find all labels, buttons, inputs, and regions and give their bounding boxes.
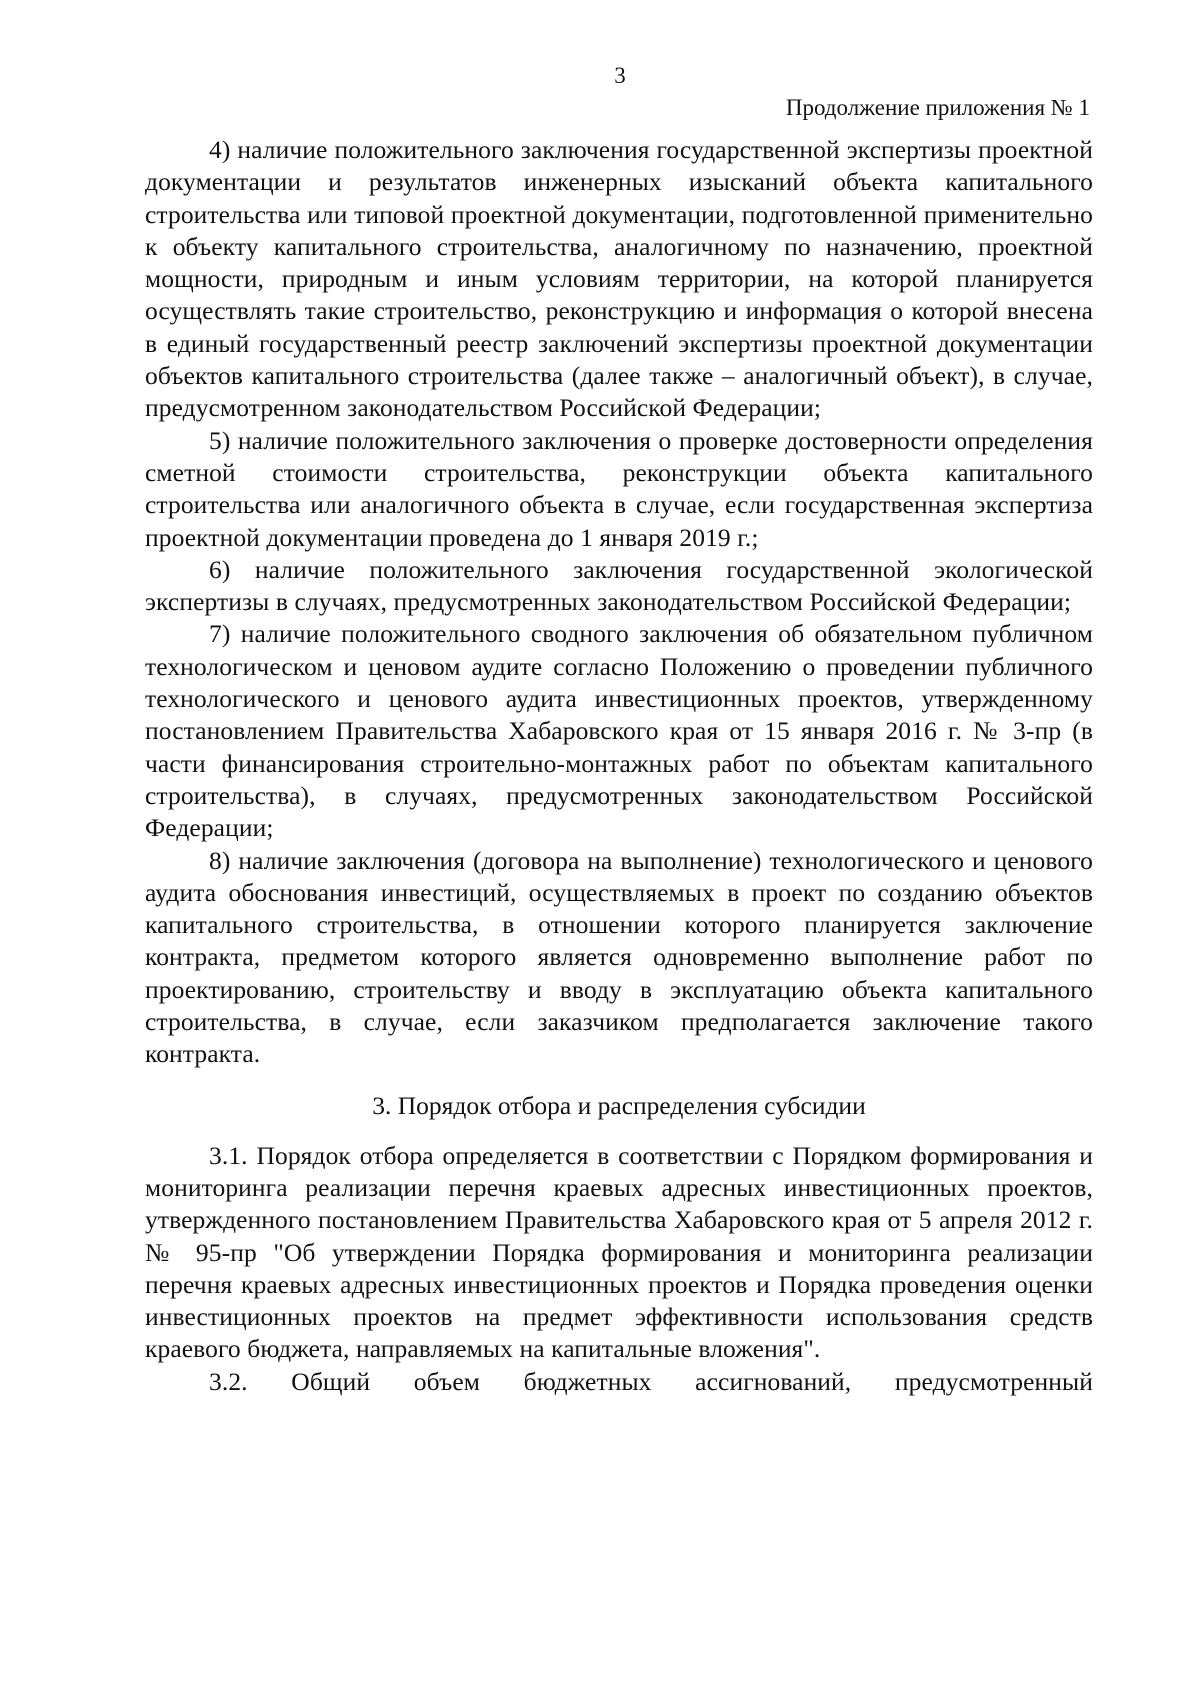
page-number: 3 — [614, 63, 626, 88]
paragraph-item-7: 7) наличие положительного сводного заключения об обязательном публичном технологическом и ценовом аудите согласно Положению о проведении публичного технологического и ценового аудита инвестиционных проектов, утвержденному постановлением Правительства Хабаровского края от 15 января 2016 г. № 3-пр (в части финансирования строительно-монтажных работ по объектам капитального строительства), в случаях, предусмотренных законодательством Российской Федерации; — [145, 619, 1093, 843]
paragraph-item-6: 6) наличие положительного заключения государственной экологической экспертизы в случаях, предусмотренных законодательством Российской Федерации; — [145, 554, 1093, 617]
paragraph-item-4: 4) наличие положительного заключения государственной экспертизы проектной документации и результатов инженерных изысканий объекта капитального строительства или типовой проектной документации, подготовленной применительно к объекту капитального строительства, аналогичному по назначению, проектной мощности, природным и иным условиям территории, на которой планируется осуществлять такие строительство, реконструкцию и информация о которой внесена в единый государственный реестр заключений экспертизы проектной документации объектов капитального строительства (далее также – аналогичный объект), в случае, предусмотренном законодательством Российской Федерации; — [145, 135, 1093, 423]
appendix-continuation-label: Продолжение приложения № 1 — [785, 95, 1090, 120]
section-heading: 3. Порядок отбора и распределения субсидии — [372, 1090, 866, 1120]
paragraph-item-8: 8) наличие заключения (договора на выполнение) технологического и ценового аудита обоснования инвестиций, осуществляемых в проект по созданию объектов капитального строительства, в отношении которого планируется заключение контракта, предметом которого является одновременно выполнение работ по проектированию, строительству и вводу в эксплуатацию объекта капитального строительства, в случае, если заказчиком предполагается заключение такого контракта. — [145, 845, 1093, 1069]
paragraph-3-2: 3.2. Общий объем бюджетных ассигнований, предусмотренный — [209, 1366, 1093, 1396]
document-body — [145, 134, 1093, 1398]
paragraph-3-1: 3.1. Порядок отбора определяется в соответствии с Порядком формирования и мониторинга реализации перечня краевых адресных инвестиционных проектов, утвержденного постановлением Правительства Хабаровского края от 5 апреля 2012 г. № 95-пр "Об утверждении Порядка формирования и мониторинга реализации перечня краевых адресных инвестиционных проектов и Порядка проведения оценки инвестиционных проектов на предмет эффективности использования средств краевого бюджета, направляемых на капитальные вложения". — [145, 1140, 1093, 1364]
paragraph-item-5: 5) наличие положительного заключения о проверке достоверности определения сметной стоимости строительства, реконструкции объекта капитального строительства или аналогичного объекта в случае, если государственная экспертиза проектной документации проведена до 1 января 2019 г.; — [145, 425, 1093, 552]
